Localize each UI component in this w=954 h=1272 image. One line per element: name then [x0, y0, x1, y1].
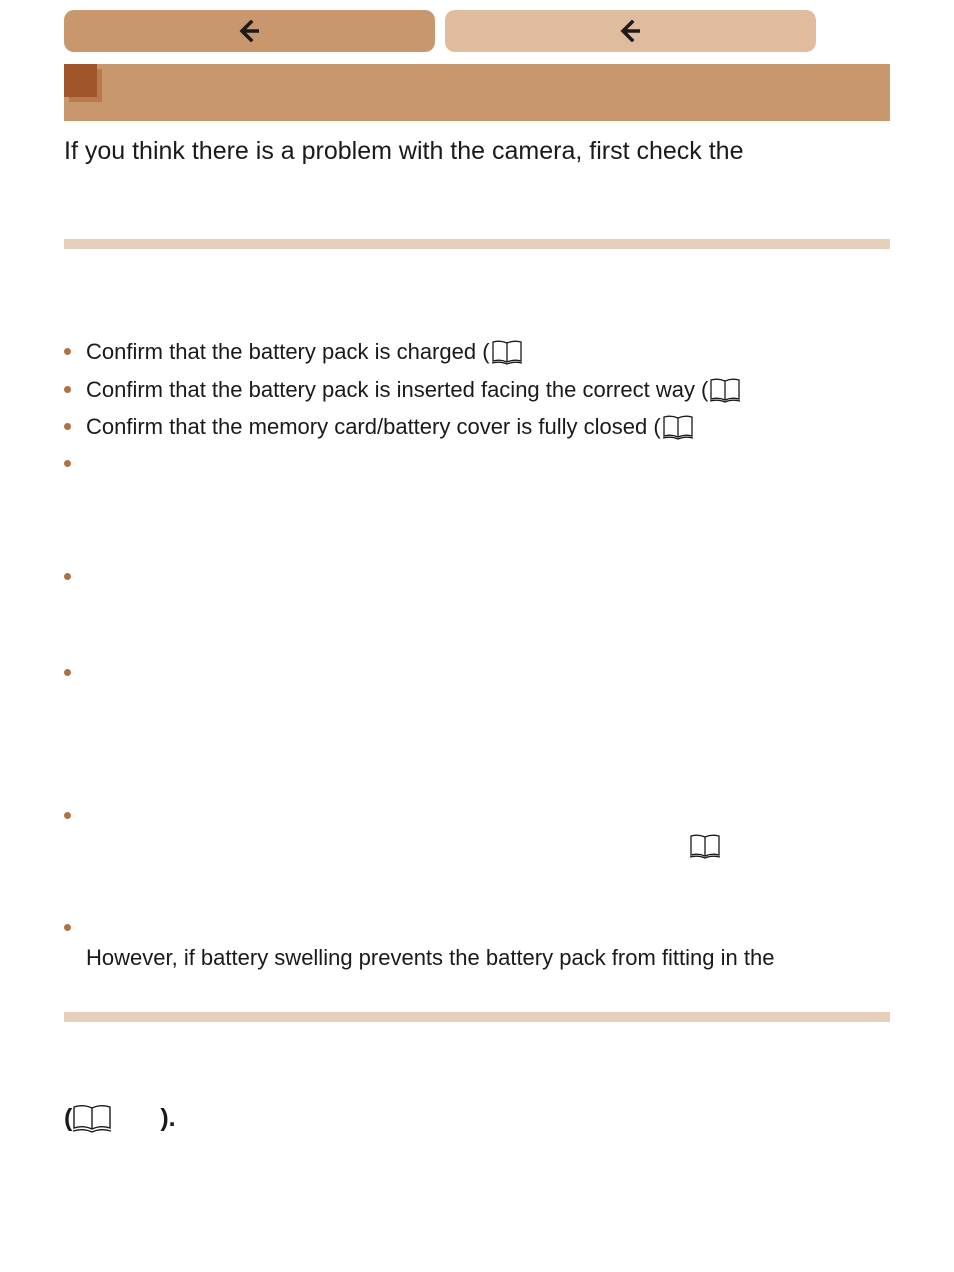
- book-icon[interactable]: [709, 377, 741, 403]
- section-marker: [64, 64, 97, 97]
- section-header-bar: [64, 64, 890, 121]
- reference-open-paren: (: [64, 1103, 73, 1132]
- book-icon[interactable]: [662, 414, 694, 440]
- bullet-marker: [64, 460, 71, 467]
- bullet-marker: [64, 386, 71, 393]
- page-reference: [64, 1102, 176, 1134]
- bullet-marker: [64, 669, 71, 676]
- list-item-text: Confirm that the battery pack is charged (: [86, 339, 490, 364]
- section-divider: [64, 1012, 890, 1022]
- list-item: [86, 376, 741, 404]
- bullet-marker: [64, 573, 71, 580]
- list-item-text: However, if battery swelling prevents the battery pack from fitting in the: [86, 945, 775, 970]
- list-item: [86, 944, 774, 972]
- list-item: [86, 413, 694, 441]
- list-item-text: Confirm that the memory card/battery cover is fully closed (: [86, 414, 661, 439]
- arrow-left-icon: [620, 20, 642, 42]
- reference-close-paren: ).: [160, 1103, 176, 1132]
- book-icon[interactable]: [72, 1103, 112, 1133]
- back-page-button[interactable]: [445, 10, 816, 52]
- bullet-marker: [64, 423, 71, 430]
- book-icon[interactable]: [491, 339, 523, 365]
- bullet-marker: [64, 812, 71, 819]
- bullet-marker: [64, 348, 71, 355]
- list-item-text: Confirm that the battery pack is inserted facing the correct way (: [86, 377, 709, 402]
- previous-page-button[interactable]: [64, 10, 435, 52]
- section-divider: [64, 239, 890, 249]
- book-icon[interactable]: [689, 833, 721, 859]
- intro-paragraph: If you think there is a problem with the camera, first check the: [64, 137, 744, 165]
- list-item: [86, 338, 523, 366]
- bullet-marker: [64, 924, 71, 931]
- arrow-left-icon: [239, 20, 261, 42]
